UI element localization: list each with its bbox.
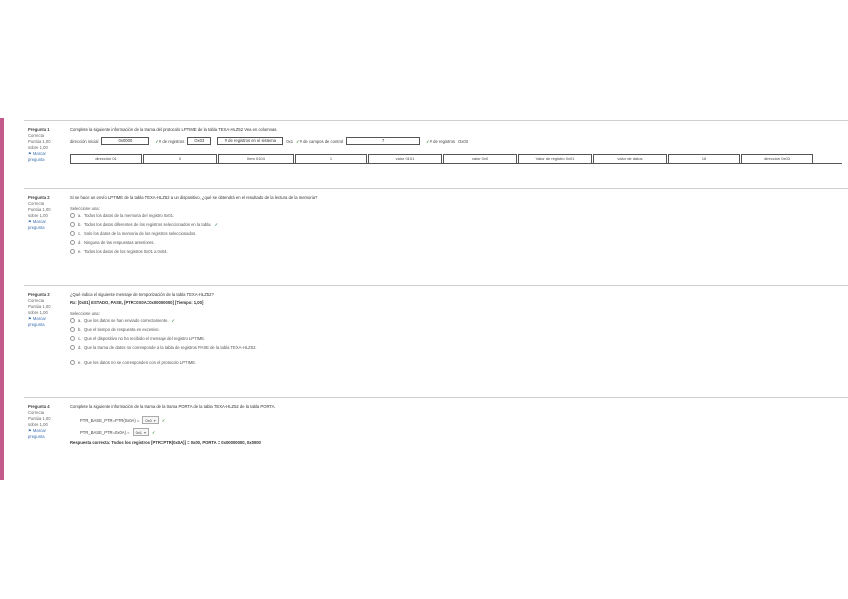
question-number: Pregunta 4 xyxy=(28,404,50,409)
answer-table xyxy=(70,154,842,164)
answer-option[interactable]: d. Que la trama de datos no corresponde a la tabla de registros PASE de la tabla TEXA-HLZ52. xyxy=(70,343,842,352)
table-cell[interactable]: valor de datos xyxy=(593,154,667,163)
question-score: Puntúa 1,00 sobre 1,00 xyxy=(28,416,51,427)
flag-question-link[interactable]: ⚑ Marcar pregunta xyxy=(28,151,46,162)
answer-inputs-row xyxy=(70,136,842,146)
question-content xyxy=(70,292,842,367)
table-cell[interactable]: 16 xyxy=(668,154,740,163)
input-label: 0x1 xyxy=(286,138,294,144)
option-text: Todos los datos de la memoria del registro 0x01. xyxy=(84,213,175,218)
question-content xyxy=(70,404,842,445)
question-1 xyxy=(24,120,848,183)
table-cell[interactable]: 1 xyxy=(295,154,367,163)
option-text: Que el dispositivo no ha recibido el mensaje del registro LPTIME. xyxy=(84,336,206,341)
answer-input[interactable]: Ox03 xyxy=(187,137,211,145)
table-cell[interactable]: valor 0101 xyxy=(368,154,442,163)
answer-option[interactable]: d. Ninguna de las respuestas anteriores. xyxy=(70,238,842,247)
input-label: # de registros xyxy=(429,138,455,144)
answer-label: Seleccione una: xyxy=(70,311,100,316)
radio-button[interactable] xyxy=(70,213,75,218)
check-icon: ✓ xyxy=(161,417,166,423)
radio-button[interactable] xyxy=(70,345,75,350)
question-status: Correcta xyxy=(28,133,45,138)
input-label: dirección inicial xyxy=(70,138,99,144)
check-icon: ✓ xyxy=(171,318,176,323)
radio-button[interactable] xyxy=(70,360,75,365)
question-text: ¿Qué indica el siguiente mensaje de temporización de la tabla TEXA-HLZ52? xyxy=(70,292,214,297)
accent-bar xyxy=(0,118,4,480)
check-icon: ✓ xyxy=(426,138,430,144)
radio-button[interactable] xyxy=(70,231,75,236)
input-value: Ox03 xyxy=(458,138,469,144)
question-number: Pregunta 2 xyxy=(28,195,50,200)
radio-button[interactable] xyxy=(70,222,75,227)
radio-button[interactable] xyxy=(70,318,75,323)
input-label: # de registros xyxy=(158,138,185,144)
answer-row xyxy=(80,414,842,426)
answer-option[interactable]: b. Que el tiempo de respuesta es excesivo. xyxy=(70,325,842,334)
option-text: Ninguna de las respuestas anteriores. xyxy=(84,240,155,245)
feedback-text: Respuesta correcta: Todos los registros [PTR=PTR(0x0A)] = 0x00, PORTA = 0x00000000, 0x0000 xyxy=(70,440,261,445)
answer-input[interactable]: # de registros en el sistema xyxy=(217,137,283,145)
table-cell[interactable]: 0 xyxy=(143,154,217,163)
flag-question-link[interactable]: ⚑ Marcar pregunta xyxy=(28,316,46,327)
question-info xyxy=(28,127,62,163)
answer-option[interactable]: e. Todos los datos de los registros 0x01 a 0x04. xyxy=(70,247,842,256)
question-4 xyxy=(24,397,848,478)
question-text: Complete la siguiente información de la trama del protocolo LPTIME de la tabla TEXA-HLZ52 Vea en columnas. xyxy=(70,127,278,132)
table-cell[interactable]: direccion 0x03 xyxy=(741,154,813,163)
question-score: Puntúa 1,00 sobre 1,00 xyxy=(28,207,51,218)
option-text: Solo los datos de la memoria de los registros seleccionados. xyxy=(84,231,197,236)
question-status: Correcta xyxy=(28,298,45,303)
flag-label: Marcar pregunta xyxy=(28,316,46,327)
option-text: Todos los datos diferentes de los registros seleccionados en la tabla. xyxy=(84,222,212,227)
question-score: Puntúa 1,00 sobre 1,00 xyxy=(28,139,51,150)
table-cell[interactable]: Valor de registro 0x01 xyxy=(518,154,592,163)
flag-label: Marcar pregunta xyxy=(28,219,46,230)
flag-label: Marcar pregunta xyxy=(28,428,46,439)
question-info xyxy=(28,404,62,440)
option-text: Que los datos se han enviado correctamente. xyxy=(84,318,169,323)
question-number: Pregunta 3 xyxy=(28,292,50,297)
radio-button[interactable] xyxy=(70,249,75,254)
row-label: PTR_BASE_PTR=PTR(0x0A) = xyxy=(80,417,140,423)
option-text: Todos los datos de los registros 0x01 a 0x04. xyxy=(84,249,168,254)
question-content xyxy=(70,127,842,164)
question-status: Correcta xyxy=(28,410,45,415)
answer-label: Seleccione una: xyxy=(70,206,100,211)
answer-input[interactable]: 0x0000 xyxy=(101,137,149,145)
answer-option[interactable]: c. Solo los datos de la memoria de los registros seleccionados. xyxy=(70,229,842,238)
question-text: Complete la siguiente información de la trama de la trama PORTA de la tabla TEXA-HLZ52 de la tabla PORTA. xyxy=(70,404,276,409)
input-label: # de campos de control xyxy=(299,138,344,144)
radio-button[interactable] xyxy=(70,240,75,245)
table-cell[interactable]: Item 0104 xyxy=(218,154,294,163)
check-icon: ✓ xyxy=(214,222,219,227)
option-text: Que el tiempo de respuesta es excesivo. xyxy=(84,327,160,332)
answer-option[interactable]: a. Todos los datos de la memoria del registro 0x01. xyxy=(70,211,842,220)
question-3 xyxy=(24,285,848,391)
question-score: Puntúa 1,00 sobre 1,00 xyxy=(28,304,51,315)
option-text: Que los datos no se corresponden con el protocolo LPTIME. xyxy=(84,360,197,365)
answer-option[interactable]: c. Que el dispositivo no ha recibido el mensaje del registro LPTIME. xyxy=(70,334,842,343)
check-icon: ✓ xyxy=(155,138,159,144)
row-label: PTR_BASE_PTR=0x0A) = xyxy=(80,429,130,435)
answer-option[interactable]: b. Todos los datos diferentes de los registros seleccionados en la tabla. ✓ xyxy=(70,220,842,229)
answer-row xyxy=(80,426,842,438)
answer-option[interactable]: a. Que los datos se han enviado correctamente. ✓ xyxy=(70,316,842,325)
radio-button[interactable] xyxy=(70,336,75,341)
question-number: Pregunta 1 xyxy=(28,127,50,132)
question-content xyxy=(70,195,842,256)
answer-option[interactable]: e. Que los datos no se corresponden con el protocolo LPTIME. xyxy=(70,358,842,367)
flag-question-link[interactable]: ⚑ Marcar pregunta xyxy=(28,219,46,230)
chevron-down-icon: ▾ xyxy=(144,429,147,435)
question-2 xyxy=(24,188,848,279)
question-info xyxy=(28,292,62,328)
question-code: Rx: [0x01] ESTADO, PASE, [PTR=0X0A=0x00000000] [Tiempo: 1,00] xyxy=(70,300,204,305)
question-info xyxy=(28,195,62,231)
table-cell[interactable]: dirección 01 xyxy=(70,154,142,163)
radio-button[interactable] xyxy=(70,327,75,332)
flag-label: Marcar pregunta xyxy=(28,151,46,162)
table-cell[interactable]: valor 0x0 xyxy=(443,154,517,163)
question-status: Correcta xyxy=(28,201,45,206)
question-text: Si se hace un envío LPTIME de la tabla TEXA-HLZ52 a un dispositivo, ¿qué se obtendrá en el resultado de la lectura de la memoria? xyxy=(70,195,318,200)
answer-input[interactable]: 7 xyxy=(346,137,420,145)
chevron-down-icon: ▾ xyxy=(153,417,156,423)
flag-question-link[interactable]: ⚑ Marcar pregunta xyxy=(28,428,46,439)
check-icon: ✓ xyxy=(152,429,156,435)
check-icon: ✓ xyxy=(296,138,300,144)
option-text: Que la trama de datos no corresponde a la tabla de registros PASE de la tabla TEXA-HLZ52. xyxy=(84,345,257,350)
answer-select[interactable]: 0x0 ▾ xyxy=(142,416,158,424)
answer-select[interactable]: 0x1 ▾ xyxy=(133,428,149,436)
